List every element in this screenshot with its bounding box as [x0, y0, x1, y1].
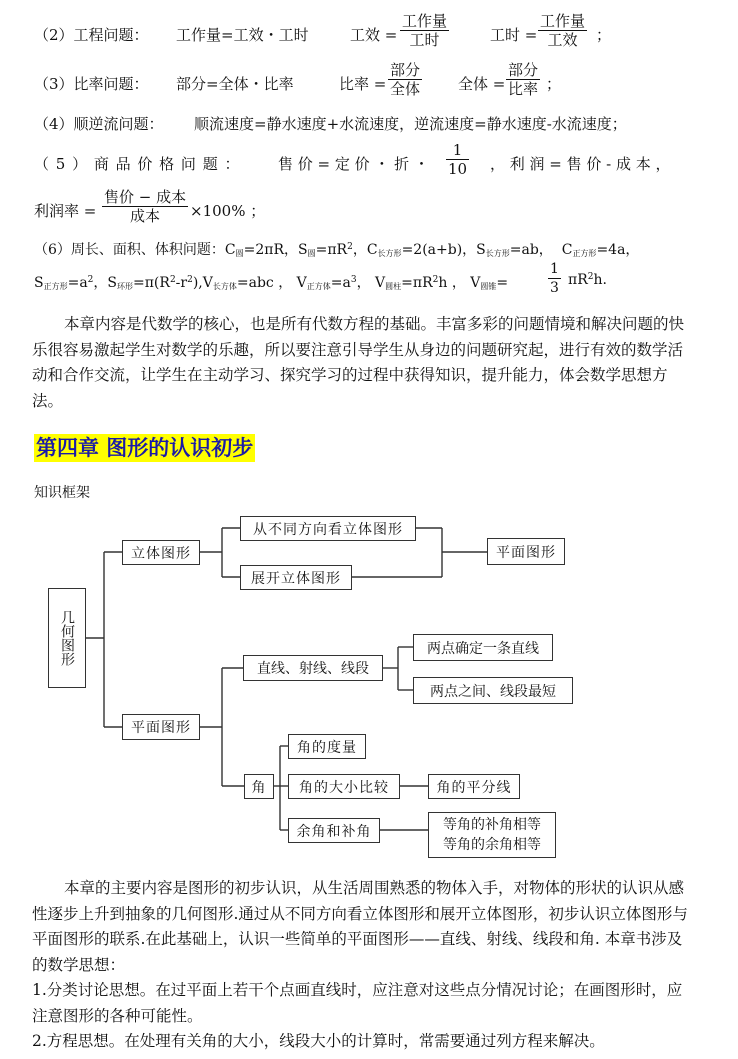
ratio-lhs: 比率 = — [339, 75, 387, 93]
s-rect-rhs: =ab， — [509, 242, 553, 258]
thought-equation: 2.方程思想。在处理有关角的大小，线段大小的计算时，常需要通过列方程来解决。 — [32, 1032, 605, 1050]
c-square-pre: C — [561, 242, 573, 258]
s-square-sub: 正方形 — [43, 282, 68, 291]
angle-measure-node: 角的度量 — [288, 734, 366, 759]
s-square-sq: 2 — [87, 275, 94, 285]
price-label: （ 5 ） 商 品 价 格 问 题 ： — [34, 155, 241, 173]
stream-formula: 顺流速度=静水速度+水流速度，逆流速度=静水速度-水流速度； — [194, 115, 627, 133]
v-cube-sub: 正方体 — [306, 282, 331, 291]
chapter4-summary: 本章的主要内容是图形的初步认识，从生活周围熟悉的物体入手，对物体的形状的认识从感性逐步上升到抽象的几何图形.通过从不同方向看立体图形和展开立体图形，初步认识立体图形与平面图形的联系.在此基础上，认识一些简单的平面图形——直线、射线、线段和角. 本章书涉及的数学思想： — [32, 879, 688, 974]
chapter3-summary: 本章内容是代数学的核心，也是所有代数方程的基础。丰富多彩的问题情境和解决问题的快乐很容易激起学生对数学的乐趣，所以要注意引导学生从身边的问题研究起，进行有效的数学活动和合作交流，让学生在主动学习、探究学习的过程中获得知识，提升能力，体会数学思想方法。 — [32, 315, 685, 410]
v-cone-sub: 圆锥 — [480, 282, 497, 291]
price-formula: 售 价 = 定 价 ・ 折 ・ — [278, 155, 429, 173]
v-cyl-end: h ， V — [438, 275, 481, 291]
root-geometry-node — [48, 588, 86, 688]
equal-supplement-label: 等角的补角相等 — [443, 817, 541, 833]
ratio-tail: ； — [546, 75, 562, 93]
s-ring-mid: -r — [175, 275, 188, 291]
view-from-directions-node: 从不同方向看立体图形 — [240, 516, 416, 541]
discount-denominator: 10 — [448, 160, 468, 178]
s-circle-sub: 圆 — [307, 249, 316, 258]
s-circle-rhs: =πR — [315, 242, 348, 258]
angle-bisector-node: 角的平分线 — [428, 774, 520, 799]
s-rect-sub: 长方形 — [485, 249, 510, 258]
s-ring-rhs: =π(R — [133, 275, 170, 291]
shortest-segment-node: 两点之间、线段最短 — [413, 677, 573, 704]
c-circle-rhs: =2πR，S — [243, 242, 308, 258]
v-cone-end: h. — [593, 272, 607, 288]
two-points-line-node: 两点确定一条直线 — [413, 634, 553, 661]
plane-figure-node: 平面图形 — [122, 714, 200, 740]
profit-rate-lhs: 利润率 = — [34, 202, 97, 220]
ratio-denominator: 全体 — [390, 80, 421, 98]
root-geometry-label: 几何图形 — [59, 610, 75, 666]
cone-numerator: 1 — [550, 261, 559, 277]
c-rect-sub: 长方形 — [377, 249, 402, 258]
line-ray-segment-node: 直线、射线、线段 — [243, 655, 383, 681]
v-cyl-rhs: =πR — [401, 275, 433, 291]
v-cone-sq: 2 — [587, 272, 594, 282]
v-cube-exp: 3 — [350, 275, 357, 285]
unfold-solid-node: 展开立体图形 — [240, 565, 352, 590]
v-cone-rhs: πR — [568, 272, 588, 288]
chapter-title: 第四章 图形的认识初步 — [36, 436, 254, 460]
v-cuboid-rhs: =abc ， V — [236, 275, 307, 291]
c-square-rhs: =4a， — [596, 242, 640, 258]
profit-formula: ， 利 润 = 售 价 - 成 本 ， — [490, 155, 671, 173]
efficiency-denominator: 工时 — [409, 31, 440, 49]
time-lhs: 工时 = — [490, 26, 538, 44]
v-cube-rhs: =a — [330, 275, 351, 291]
geometry-label: （6）周长、面积、体积问题： — [34, 242, 225, 258]
v-cyl-sub: 圆柱 — [385, 282, 402, 291]
v-cone-eq: = — [496, 275, 509, 291]
solid-figure-node: 立体图形 — [122, 540, 200, 565]
efficiency-lhs: 工效 = — [350, 26, 398, 44]
v-cuboid-sub: 长方体 — [212, 282, 237, 291]
s-circle-sq: 2 — [347, 242, 353, 252]
framework-label: 知识框架 — [34, 485, 90, 501]
work-tail: ； — [596, 26, 612, 44]
ratio-label: （3）比率问题： — [34, 75, 149, 93]
s-ring-sq2: 2 — [187, 275, 193, 285]
stream-label: （4）顺逆流问题： — [34, 115, 164, 133]
work-label: （2）工程问题： — [34, 26, 149, 44]
v-cyl-sq: 2 — [432, 275, 439, 285]
time-denominator: 工效 — [547, 31, 578, 49]
total-numerator: 部分 — [508, 61, 539, 79]
cone-denominator: 3 — [550, 280, 559, 296]
c-circle-sub: 圆 — [235, 249, 244, 258]
profit-rate-numerator: 售价 − 成本 — [104, 188, 187, 206]
discount-numerator: 1 — [446, 141, 469, 160]
thought-classification: 1.分类讨论思想。在过平面上若干个点画直线时，应注意对这些点分情况讨论；在画图形时，应注意图形的各种可能性。 — [32, 981, 683, 1025]
time-numerator: 工作量 — [540, 12, 586, 30]
v-cyl-pre: ， V — [356, 275, 386, 291]
total-lhs: 全体 = — [458, 75, 506, 93]
s-square-pre: S — [34, 275, 44, 291]
s-square-rhs: =a — [67, 275, 88, 291]
complementary-supplementary-node: 余角和补角 — [288, 818, 380, 843]
s-ring-end: ),V — [192, 275, 213, 291]
c-circle: C — [224, 242, 236, 258]
c-rect-rhs: =2(a+b)，S — [401, 242, 486, 258]
c-rect-pre: ，C — [352, 242, 378, 258]
profit-rate-denominator: 成本 — [130, 207, 161, 225]
s-ring-sub: 环形 — [117, 282, 133, 291]
equal-complement-label: 等角的余角相等 — [443, 837, 541, 853]
equal-angles-node — [428, 812, 556, 858]
s-ring-sq1: 2 — [169, 275, 176, 285]
angle-node: 角 — [244, 774, 274, 799]
work-formula: 工作量=工效・工时 — [176, 26, 309, 44]
plane-figure-result-node: 平面图形 — [487, 538, 565, 565]
c-square-sub: 正方形 — [572, 249, 597, 258]
ratio-numerator: 部分 — [390, 61, 421, 79]
profit-rate-tail: ×100% ； — [190, 202, 266, 220]
s-ring-pre: ，S — [93, 275, 117, 291]
efficiency-numerator: 工作量 — [402, 12, 448, 30]
total-denominator: 比率 — [508, 80, 539, 98]
ratio-formula: 部分=全体・比率 — [176, 75, 294, 93]
angle-compare-node: 角的大小比较 — [288, 774, 400, 799]
